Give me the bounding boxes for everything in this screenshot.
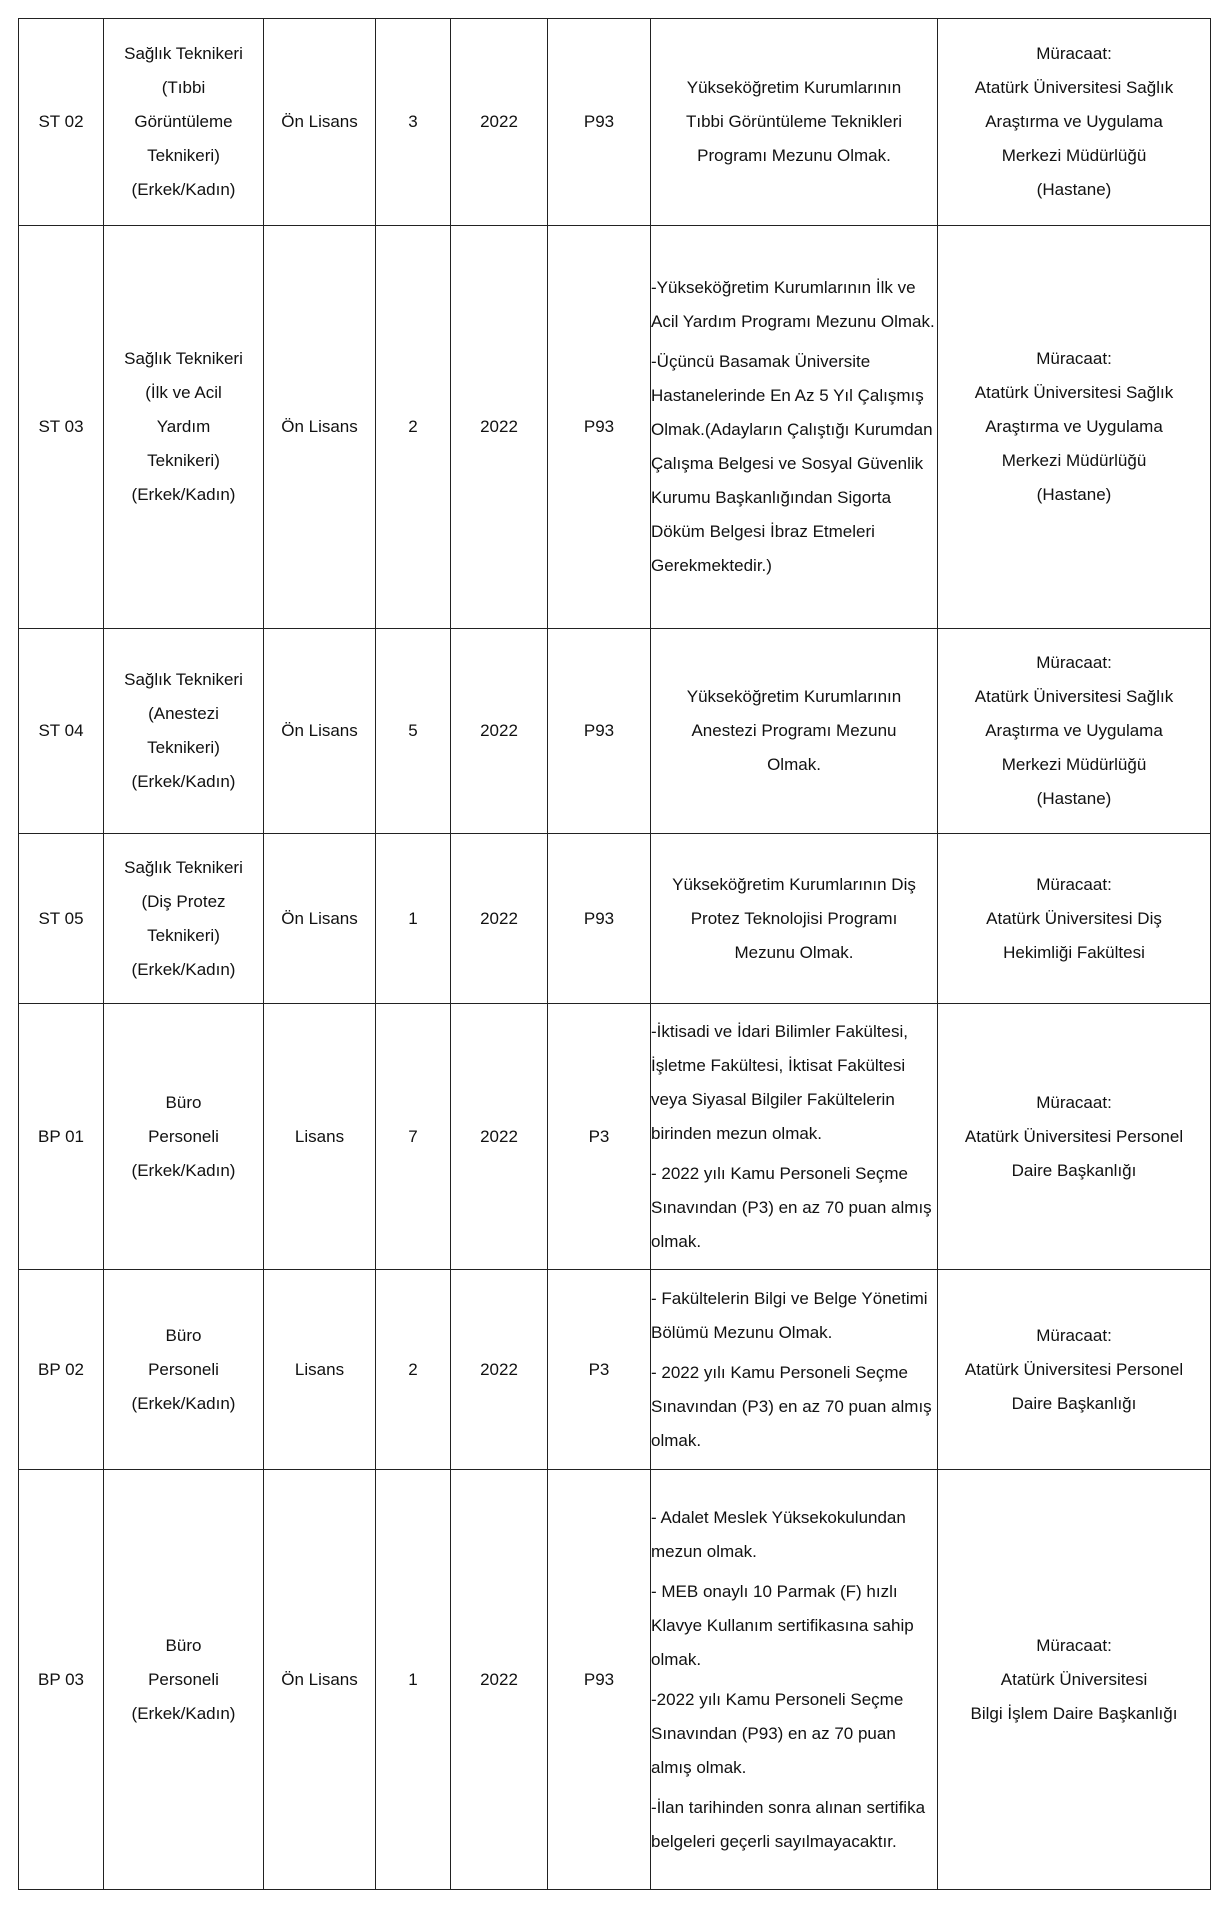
- education-level: Lisans: [294, 1126, 345, 1146]
- table-row: [19, 629, 1211, 834]
- score-type-cell: [548, 834, 651, 1004]
- application-line: Bilgi İşlem Daire Başkanlığı: [970, 1703, 1178, 1723]
- score-type-cell: [548, 629, 651, 834]
- position-count: 2: [408, 1359, 418, 1379]
- score-type-cell: [548, 226, 651, 629]
- application-cell: [938, 226, 1211, 629]
- education-level-cell: [264, 19, 376, 226]
- requirement-text: -İktisadi ve İdari Bilimler Fakültesi, İşletme Fakültesi, İktisat Fakültesi veya Siyasal Bilgiler Fakültelerin birinden mezun olmak.: [651, 1021, 908, 1143]
- application-line: Müracaat:: [1036, 1325, 1112, 1345]
- education-level: Ön Lisans: [281, 1669, 358, 1689]
- application-cell: [938, 1270, 1211, 1470]
- position-title-cell: [104, 226, 264, 629]
- position-title-line: (İlk ve Acil: [145, 383, 222, 402]
- score-type-cell: [548, 1470, 651, 1890]
- requirement-text: Yükseköğretim Kurumlarının Anestezi Programı Mezunu Olmak.: [686, 687, 902, 774]
- exam-year-cell: [451, 226, 548, 629]
- score-type: P93: [583, 721, 615, 740]
- position-count: 2: [408, 417, 418, 436]
- position-code: ST 03: [38, 417, 84, 436]
- score-type-cell: [548, 19, 651, 226]
- application-line: Atatürk Üniversitesi Diş: [986, 908, 1162, 928]
- table-body: [19, 19, 1211, 1890]
- application-line: (Hastane): [1036, 180, 1112, 199]
- requirements-cell: [651, 1004, 938, 1270]
- exam-year: 2022: [480, 112, 518, 131]
- education-level: Ön Lisans: [281, 417, 358, 436]
- application-line: Merkezi Müdürlüğü: [1001, 146, 1147, 165]
- position-title-cell: [104, 1004, 264, 1270]
- position-code-cell: [19, 19, 104, 226]
- exam-year: 2022: [480, 1359, 518, 1379]
- exam-year-cell: [451, 1004, 548, 1270]
- position-title-line: Sağlık Teknikeri: [124, 857, 243, 877]
- position-count-cell: [376, 834, 451, 1004]
- position-count-cell: [376, 629, 451, 834]
- position-code-cell: [19, 1470, 104, 1890]
- position-title-line: Sağlık Teknikeri: [124, 670, 243, 689]
- application-line: Daire Başkanlığı: [1011, 1393, 1137, 1413]
- exam-year-cell: [451, 1470, 548, 1890]
- position-count: 3: [408, 112, 418, 131]
- position-title-line: Sağlık Teknikeri: [124, 44, 243, 63]
- position-count-cell: [376, 226, 451, 629]
- score-type: P93: [583, 908, 615, 928]
- application-line: Atatürk Üniversitesi Personel: [964, 1126, 1184, 1146]
- position-code: ST 02: [38, 112, 84, 131]
- position-title-line: (Erkek/Kadın): [131, 485, 236, 504]
- education-level-cell: [264, 1470, 376, 1890]
- position-title-line: (Erkek/Kadın): [131, 1703, 236, 1723]
- education-level: Lisans: [294, 1359, 345, 1379]
- education-level-cell: [264, 1004, 376, 1270]
- application-cell: [938, 1470, 1211, 1890]
- education-level: Ön Lisans: [281, 721, 358, 740]
- position-title-line: (Diş Protez: [141, 891, 226, 911]
- application-line: Hekimliği Fakültesi: [1003, 942, 1145, 962]
- position-title-line: (Erkek/Kadın): [131, 959, 236, 979]
- exam-year: 2022: [480, 1669, 518, 1689]
- exam-year-cell: [451, 1270, 548, 1470]
- score-type-cell: [548, 1270, 651, 1470]
- position-title-line: Teknikeri): [147, 146, 220, 165]
- position-title-line: Görüntüleme: [134, 112, 233, 131]
- position-code-cell: [19, 1004, 104, 1270]
- position-code-cell: [19, 1270, 104, 1470]
- exam-year-cell: [451, 19, 548, 226]
- position-title-line: Teknikeri): [147, 738, 220, 757]
- requirements-cell: [651, 226, 938, 629]
- position-title-line: Sağlık Teknikeri: [124, 349, 243, 368]
- position-title-cell: [104, 1270, 264, 1470]
- exam-year: 2022: [480, 721, 518, 740]
- position-title-cell: [104, 19, 264, 226]
- requirement-text: - Fakültelerin Bilgi ve Belge Yönetimi Bölümü Mezunu Olmak.: [651, 1288, 928, 1342]
- table-row: [19, 834, 1211, 1004]
- position-count-cell: [376, 1004, 451, 1270]
- table-row: [19, 1470, 1211, 1890]
- application-line: Merkezi Müdürlüğü: [1001, 755, 1147, 774]
- position-count-cell: [376, 1470, 451, 1890]
- table-row: [19, 226, 1211, 629]
- application-line: (Hastane): [1036, 789, 1112, 808]
- application-line: Müracaat:: [1036, 874, 1112, 894]
- application-line: Müracaat:: [1036, 44, 1112, 63]
- education-level: Ön Lisans: [281, 112, 358, 131]
- application-line: Daire Başkanlığı: [1011, 1160, 1137, 1180]
- positions-table: [18, 18, 1211, 1890]
- position-code: BP 03: [37, 1669, 84, 1689]
- requirement-text: Yükseköğretim Kurumlarının Diş Protez Teknolojisi Programı Mezunu Olmak.: [672, 874, 916, 962]
- application-line: Müracaat:: [1036, 653, 1112, 672]
- requirements-cell: [651, 1470, 938, 1890]
- position-count: 1: [408, 908, 418, 928]
- application-line: Müracaat:: [1036, 349, 1112, 368]
- exam-year: 2022: [480, 417, 518, 436]
- position-title-line: Personeli: [148, 1126, 219, 1146]
- score-type: P3: [588, 1359, 610, 1379]
- exam-year-cell: [451, 834, 548, 1004]
- requirement-text: Yükseköğretim Kurumlarının Tıbbi Görüntüleme Teknikleri Programı Mezunu Olmak.: [685, 78, 903, 165]
- application-cell: [938, 1004, 1211, 1270]
- education-level-cell: [264, 226, 376, 629]
- score-type: P93: [583, 112, 615, 131]
- position-title-line: (Erkek/Kadın): [131, 772, 236, 791]
- application-line: (Hastane): [1036, 485, 1112, 504]
- score-type: P3: [588, 1126, 610, 1146]
- position-code: ST 04: [38, 721, 84, 740]
- requirement-text: - 2022 yılı Kamu Personeli Seçme Sınavından (P3) en az 70 puan almış olmak.: [651, 1362, 932, 1450]
- exam-year-cell: [451, 629, 548, 834]
- score-type: P93: [583, 1669, 615, 1689]
- score-type-cell: [548, 1004, 651, 1270]
- position-count: 1: [408, 1669, 418, 1689]
- requirement-text: - Adalet Meslek Yüksekokulundan mezun olmak.: [651, 1507, 906, 1561]
- position-title-line: Personeli: [148, 1669, 219, 1689]
- education-level-cell: [264, 834, 376, 1004]
- application-line: Atatürk Üniversitesi Sağlık: [974, 383, 1174, 402]
- position-title-line: Büro: [165, 1635, 202, 1655]
- position-title-line: Teknikeri): [147, 925, 220, 945]
- application-cell: [938, 629, 1211, 834]
- position-title-line: Teknikeri): [147, 451, 220, 470]
- requirements-cell: [651, 629, 938, 834]
- position-code: BP 02: [37, 1359, 84, 1379]
- application-cell: [938, 834, 1211, 1004]
- education-level: Ön Lisans: [281, 908, 358, 928]
- position-title-line: (Erkek/Kadın): [131, 1160, 236, 1180]
- position-title-line: Yardım: [156, 417, 211, 436]
- position-title-line: (Erkek/Kadın): [131, 1393, 236, 1413]
- application-line: Merkezi Müdürlüğü: [1001, 451, 1147, 470]
- exam-year: 2022: [480, 1126, 518, 1146]
- requirement-text: - MEB onaylı 10 Parmak (F) hızlı Klavye Kullanım sertifikasına sahip olmak.: [651, 1581, 914, 1669]
- requirement-text: -Yükseköğretim Kurumlarının İlk ve Acil Yardım Programı Mezunu Olmak.: [651, 278, 935, 331]
- application-line: Atatürk Üniversitesi Sağlık: [974, 687, 1174, 706]
- application-line: Araştırma ve Uygulama: [985, 417, 1163, 436]
- education-level-cell: [264, 1270, 376, 1470]
- position-count-cell: [376, 19, 451, 226]
- application-line: Müracaat:: [1036, 1635, 1112, 1655]
- position-code-cell: [19, 226, 104, 629]
- exam-year: 2022: [480, 908, 518, 928]
- position-code: BP 01: [37, 1126, 84, 1146]
- application-cell: [938, 19, 1211, 226]
- score-type: P93: [583, 417, 615, 436]
- position-title-line: (Tıbbi: [161, 78, 206, 97]
- requirement-text: -Üçüncü Basamak Üniversite Hastanelerinde En Az 5 Yıl Çalışmış Olmak.(Adayların Çalıştığı Kurumdan Çalışma Belgesi ve Sosyal Güvenlik Kurumu Başkanlığından Sigorta Döküm Belgesi İbraz Etmeleri Gerekmektedir.): [651, 352, 933, 575]
- position-code: ST 05: [38, 908, 84, 928]
- application-line: Müracaat:: [1036, 1092, 1112, 1112]
- position-count: 7: [408, 1126, 418, 1146]
- position-title-cell: [104, 629, 264, 834]
- position-title-line: (Anestezi: [148, 704, 219, 723]
- requirement-text: - 2022 yılı Kamu Personeli Seçme Sınavından (P3) en az 70 puan almış olmak.: [651, 1163, 932, 1251]
- position-title-line: Büro: [165, 1092, 202, 1112]
- table-row: [19, 19, 1211, 226]
- application-line: Atatürk Üniversitesi Sağlık: [974, 78, 1174, 97]
- education-level-cell: [264, 629, 376, 834]
- position-title-line: Büro: [165, 1325, 202, 1345]
- table-row: [19, 1004, 1211, 1270]
- position-title-cell: [104, 1470, 264, 1890]
- requirement-text: -İlan tarihinden sonra alınan sertifika belgeleri geçerli sayılmayacaktır.: [651, 1797, 926, 1851]
- application-line: Atatürk Üniversitesi Personel: [964, 1359, 1184, 1379]
- requirement-text: -2022 yılı Kamu Personeli Seçme Sınavından (P93) en az 70 puan almış olmak.: [651, 1689, 904, 1777]
- position-code-cell: [19, 629, 104, 834]
- position-code-cell: [19, 834, 104, 1004]
- position-count-cell: [376, 1270, 451, 1470]
- requirements-cell: [651, 1270, 938, 1470]
- requirements-cell: [651, 19, 938, 226]
- position-count: 5: [408, 721, 418, 740]
- position-title-line: Personeli: [148, 1359, 219, 1379]
- application-line: Atatürk Üniversitesi: [1000, 1669, 1148, 1689]
- application-line: Araştırma ve Uygulama: [985, 112, 1163, 131]
- requirements-cell: [651, 834, 938, 1004]
- application-line: Araştırma ve Uygulama: [985, 721, 1163, 740]
- table-row: [19, 1270, 1211, 1470]
- position-title-cell: [104, 834, 264, 1004]
- position-title-line: (Erkek/Kadın): [131, 180, 236, 199]
